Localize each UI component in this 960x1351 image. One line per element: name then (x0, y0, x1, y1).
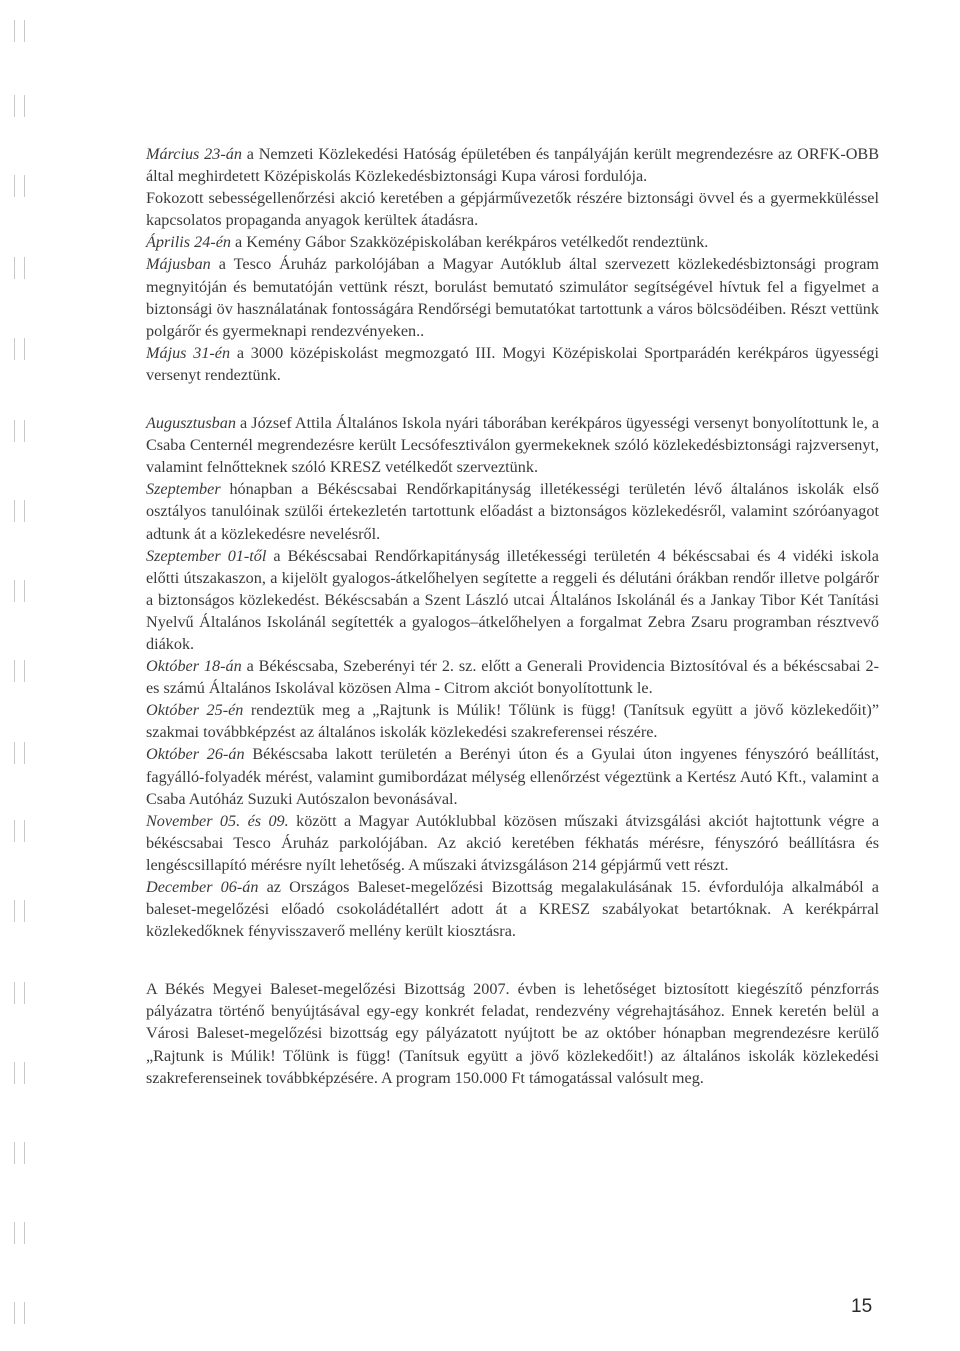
paragraph-aprilis (146, 231, 879, 253)
paragraph-szeptember (146, 478, 879, 544)
paragraph-oktober-26 (146, 743, 879, 809)
binding-marks (14, 20, 26, 1340)
paragraph-augusztus (146, 412, 879, 478)
page-body (146, 143, 879, 1089)
paragraph-gap (146, 942, 879, 978)
paragraph-gap (146, 386, 879, 412)
paragraph-text: A Békés Megyei Baleset-megelőzési Bizottság 2007. évben is lehetőséget biztosított kiegészítő pénzforrás pályázatra történő benyújtásával egy-egy konkrét feladat, rendezvény végrehajtásához. Ennek keretén belül a Városi Baleset-megelőzési bizottság egy pályázatott nyújtott be az október hónapban megrendezésre kerülő „Rajtunk is Múlik! Tőlünk is függ! (Tanítsuk együtt a jövő közlekedőit!) az általános iskolák közlekedési szakreferenseinek továbbképzésére. A program 150.000 Ft támogatással valósult meg. (146, 980, 879, 1087)
paragraph-szeptember-01 (146, 545, 879, 655)
date-lead: Április 24-én (146, 233, 231, 252)
paragraph-marcius (146, 143, 879, 187)
date-lead: Szeptember (146, 480, 221, 499)
date-lead: November 05. és 09. (146, 811, 289, 830)
paragraph-text: a Békéscsaba, Szeberényi tér 2. sz. előtt a Generali Providencia Biztosítóval és a békéscsabai 2-es számú Általános Iskolával közösen Alma - Citrom akciót bonyolítottunk le. (146, 657, 879, 698)
date-lead: Szeptember 01-től (146, 546, 267, 565)
date-lead: Október 26-án (146, 745, 245, 764)
paragraph-text: az Országos Baleset-megelőzési Bizottság megalakulásának 15. évfordulója alkalmából a baleset-megelőzési előadó csokoládétallért adott át a KRESZ szabályokat betartóknak. A kerékpárral közlekedőknek fényvisszaverő mellény került kiosztásra. (146, 878, 879, 941)
paragraph-majusban (146, 253, 879, 341)
date-lead: December 06-án (146, 878, 259, 896)
paragraph-fokozott (146, 187, 879, 231)
date-lead: Májusban (146, 255, 211, 274)
paragraph-text: Fokozott sebességellenőrzési akció keretében a gépjárművezetők részére biztonsági övvel és a gyermekküléssel kapcsolatos propaganda anyagok kerültek átadásra. (146, 189, 879, 230)
paragraph-text: a 3000 középiskolást megmozgató III. Mogyi Középiskolai Sportparádén kerékpáros ügyességi versenyt rendeztünk. (146, 343, 879, 384)
date-lead: Október 18-án (146, 657, 242, 676)
paragraph-text: között a Magyar Autóklubbal közösen műszaki átvizsgálási akciót hajtottunk végre a békéscsabai Tesco Áruház parkolójában. Az akció keretében fékhatás mérésre, fényszóró beállításra és lengéscsillapító mérésre nyílt lehetőség. A műszaki átvizsgáláson 214 gépjármű vett részt. (146, 811, 880, 874)
paragraph-oktober-18 (146, 655, 879, 699)
paragraph-november (146, 810, 879, 876)
paragraph-text: a Békéscsabai Rendőrkapitányság illetékességi területén 4 békéscsabai és 4 vidéki iskola előtti útszakaszon, a kijelölt gyalogos-átkelőhelyen segítette a reggeli és délutáni órákban rendőr illetve polgárőr a biztonságos közlekedést. Békéscsabán a Szent László utcai Általános Iskolánál és a Jankay Tibor Két Tanítási Nyelvű Általános Iskolánál segítették a gyalogos–átkelőhelyen a forgalmat Zebra Zsaru programban résztvevő diákok. (146, 546, 879, 653)
paragraph-text: a Tesco Áruház parkolójában a Magyar Autóklub által szervezett közlekedésbiztonsági program megnyitóján és bemutatóján vettünk részt, borulást bemutató szimulátor segítségével hívtuk fel a figyelmet a biztonsági öv használatának fontosságára Rendőrségi bemutatókat tartottunk a város bölcsödéiben. Részt vettünk polgárőr és gyermeknapi rendezvényeken.. (146, 255, 879, 340)
date-lead: Augusztusban (146, 414, 236, 433)
paragraph-text: a Nemzeti Közlekedési Hatóság épületében és tanpályáján került megrendezésre az ORFK-OBB által meghirdetett Középiskolás Közlekedésbiztonsági Kupa városi fordulója. (146, 145, 879, 186)
paragraph-text: hónapban a Békéscsabai Rendőrkapitányság illetékességi területén lévő általános iskolák első osztályos tanulóinak szülői értekezletén tartottunk előadást a biztonságos közlekedésről, valamint szóróanyagot adtunk át a közlekedésre nevelésről. (146, 480, 879, 543)
paragraph-december (146, 876, 879, 942)
date-lead: Október 25-én (146, 701, 244, 720)
paragraph-text: rendeztük meg a „Rajtunk is Múlik! Tőlünk is függ! (Tanítsuk együtt a jövő közlekedőit)” szakmai továbbképzést az általános iskolák közlekedési szakreferensei részére. (146, 701, 879, 742)
paragraph-majus-31 (146, 342, 879, 386)
paragraph-text: a Kemény Gábor Szakközépiskolában kerékpáros vetélkedőt rendeztünk. (230, 233, 709, 252)
page-number: 15 (851, 1296, 873, 1317)
date-lead: Március 23-án (146, 145, 242, 163)
paragraph-bekes-megyei (146, 978, 879, 1088)
paragraph-text: a József Attila Általános Iskola nyári táborában kerékpáros ügyességi versenyt bonyolítottunk le, a Csaba Centernél megrendezésre került Lecsófesztiválon gyermekeknek szóló közlekedésbiztonsági rajzversenyt, valamint felnőtteknek szóló KRESZ vetélkedőt szerveztünk. (146, 414, 879, 477)
date-lead: Május 31-én (146, 343, 231, 362)
paragraph-text: Békéscsaba lakott területén a Berényi úton és a Gyulai úton ingyenes fényszóró beállítást, fagyálló-folyadék mérést, valamint gumibordázat mélység ellenőrzést végeztünk a Kertész Autó Kft., valamint a Csaba Autóház Suzuki Autószalon bevonásával. (146, 745, 879, 808)
paragraph-oktober-25 (146, 699, 879, 743)
